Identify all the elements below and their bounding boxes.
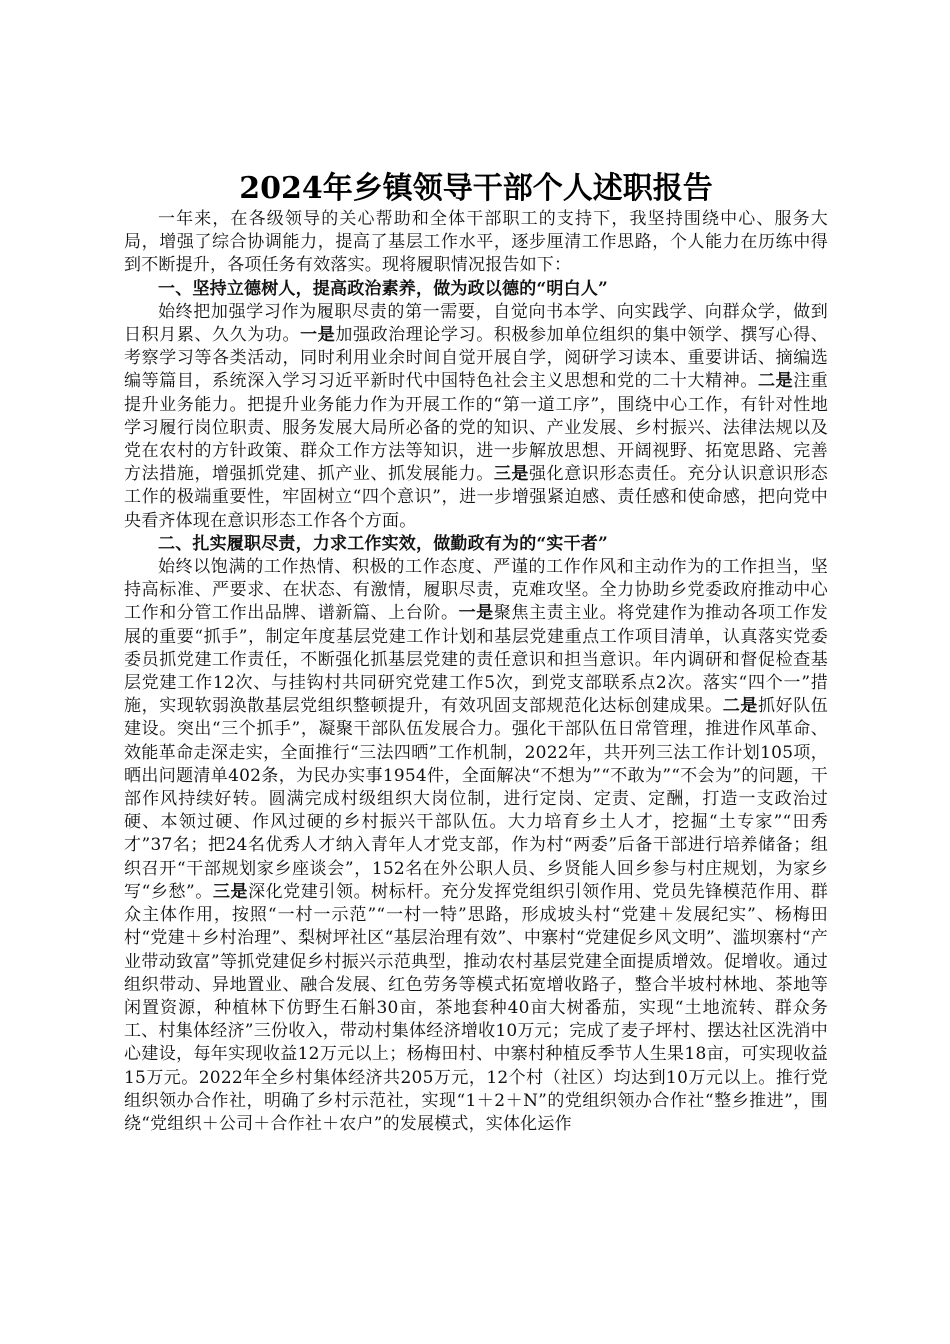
document-body — [124, 170, 828, 1136]
intro-paragraph: 一年来，在各级领导的关心帮助和全体干部职工的支持下，我坚持围绕中心、服务大局，增强了综合协调能力，提高了基层工作水平，逐步厘清工作思路，个人能力在历练中得到不断提升，各项任务有效落实。现将履职情况报告如下： — [124, 209, 828, 276]
section-1-text-3: 注重提升业务能力。把提升业务能力作为开展工作的“第一道工序”，围绕中心工作，有针对性地学习履行岗位职责、服务发展大局所必备的党的知识、产业发展、乡村振兴、法律法规以及党在农村的方针政策、群众工作方法等知识，进一步解放思想、开阔视野、拓宽思路、完善方法措施，增强抓党建、抓产业、抓发展能力。 — [124, 371, 828, 485]
section-2-keyword-3: 三是 — [212, 881, 249, 902]
section-1-paragraph — [124, 301, 828, 533]
section-2-heading: 二、扎实履职尽责，力求工作实效，做勤政有为的“实干者” — [158, 533, 608, 554]
section-1-keyword-3: 三是 — [493, 464, 530, 485]
section-1-text-2: 加强政治理论学习。积极参加单位组织的集中领学、撰写心得、考察学习等各类活动，同时利用业余时间自觉开展自学，阅研学习读本、重要讲话、摘编选编等篇目，系统深入学习习近平新时代中国特色社会主义思想和党的二十大精神。 — [124, 325, 829, 392]
section-1-text-1: 始终把加强学习作为履职尽责的第一需要，自觉向书本学、向实践学、向群众学，做到日积月累、久久为功。 — [124, 301, 828, 346]
section-2-paragraph — [124, 556, 828, 1136]
section-1-keyword-1: 一是 — [300, 325, 336, 346]
section-1-text-4: 强化意识形态责任。充分认识意识形态工作的极端重要性，牢固树立“四个意识”，进一步增强紧迫感、责任感和使命感，把向党中央看齐体现在意识形态工作各个方面。 — [124, 464, 829, 531]
section-2-text-4: 深化党建引领。树标杆。充分发挥党组织引领作用、党员先锋模范作用、群众主体作用，按照“一村一示范”“一村一特”思路，形成坡头村“党建＋发展纪实”、杨梅田村“党建＋乡村治理”、梨树坪社区“基层治理有效”、中寨村“党建促乡风文明”、滥坝寨村“产业带动致富”等抓党建促乡村振兴示范典型，推动农村基层党建全面提质增效。促增收。通过组织带动、异地置业、融合发展、红色劳务等模式拓宽增收路子，整合半坡村林地、茶地等闲置资源，种植林下仿野生石斛30亩，茶地套种40亩大树番茄，实现“土地流转、群众务工、村集体经济”三份收入，带动村集体经济增收10万元；完成了麦子坪村、摆达社区洗消中心建设，每年实现收益12万元以上；杨梅田村、中寨村种植反季节人生果18亩，可实现收益15万元。2022年全乡村集体经济共205万元，12个村（社区）均达到10万元以上。推行党组织领办合作社，明确了乡村示范社，实现“1＋2＋N”的党组织领办合作社“整乡推进”，围绕“党组织＋公司＋合作社＋农户”的发展模式，实体化运作 — [124, 881, 828, 1134]
section-1-keyword-2: 二是 — [757, 371, 794, 392]
section-2-text-3: 抓好队伍建设。突出“三个抓手”，凝聚干部队伍发展合力。强化干部队伍日常管理，推进作风革命、效能革命走深走实，全面推行“三法四晒”工作机制，2022年，共开列三法工作计划105项，晒出问题清单402条，为民办实事1954件，全面解决“不想为”“不敢为”“不会为”的问题，干部作风持续好转。圆满完成村级组织大岗位制，进行定岗、定责、定酬，打造一支政治过硬、本领过硬、作风过硬的乡村振兴干部队伍。大力培育乡土人才，挖掘“土专家”“田秀才”37名；把24名优秀人才纳入青年人才党支部，作为村“两委”后备干部进行培养储备；组织召开“干部规划家乡座谈会”，152名在外公职人员、乡贤能人回乡参与村庄规划，为家乡写“乡愁”。 — [124, 696, 828, 902]
document-title: 2024年乡镇领导干部个人述职报告 — [239, 171, 713, 206]
section-2-text-2: 聚焦主责主业。将党建作为推动各项工作发展的重要“抓手”，制定年度基层党建工作计划和基层党建重点工作项目清单，认真落实党委委员抓党建工作责任，不断强化抓基层党建的责任意识和担当意识。年内调研和督促检查基层党建工作12次、与挂钩村共同研究党建工作5次，到党支部联系点2次。落实“四个一”措施，实现软弱涣散基层党组织整顿提升，有效巩固支部规范化达标创建成果。 — [124, 603, 828, 717]
section-2-keyword-1: 一是 — [458, 603, 494, 624]
section-2-text-1: 始终以饱满的工作热情、积极的工作态度、严谨的工作作风和主动作为的工作担当，坚持高标准、严要求、在状态、有激情，履职尽责，克难攻坚。全力协助乡党委政府推动中心工作和分管工作出品牌、谱新篇、上台阶。 — [124, 557, 828, 624]
section-2-keyword-2: 二是 — [722, 696, 758, 717]
section-1-heading: 一、坚持立德树人，提高政治素养，做为政以德的“明白人” — [158, 278, 608, 299]
